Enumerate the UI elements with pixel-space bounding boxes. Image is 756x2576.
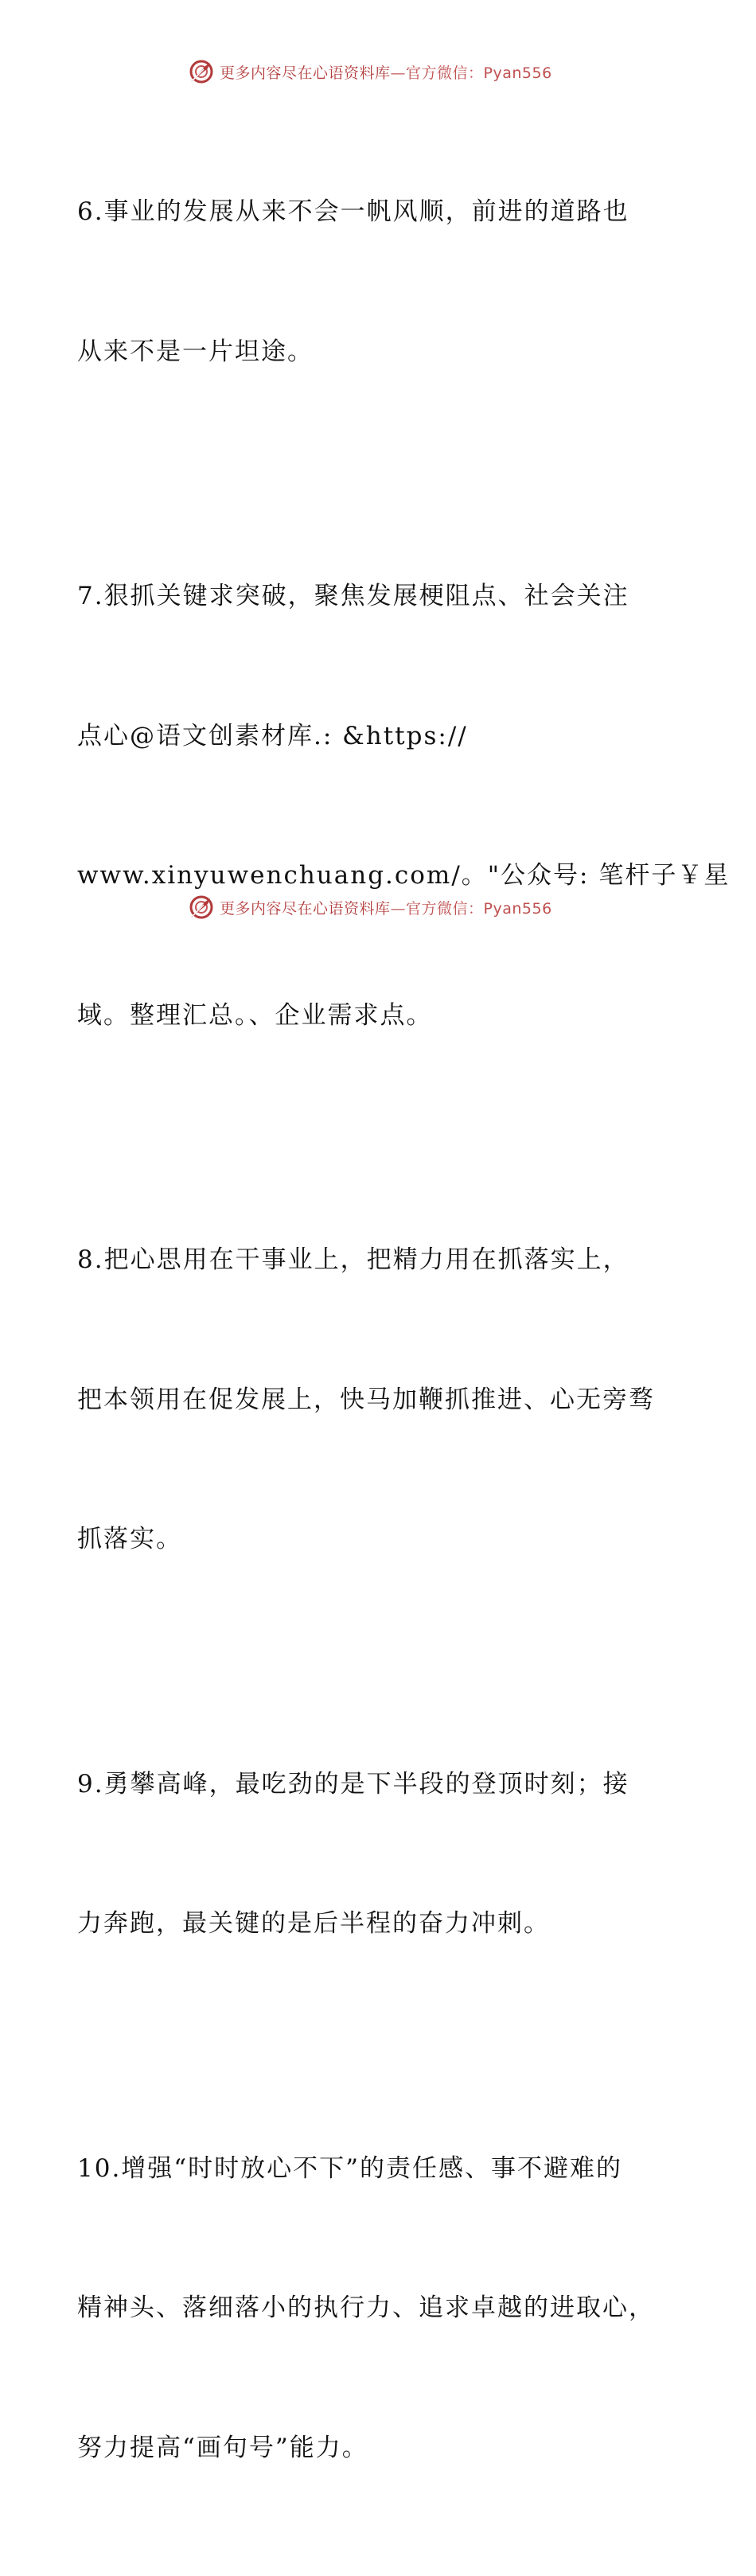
paragraph-line: 10.增强“时时放心不下”的责任感、事不避难的 [77, 2153, 622, 2183]
paragraph-7 [77, 480, 731, 1132]
paragraph-line: 域。整理汇总。、企业需求点。 [77, 1000, 433, 1030]
footer-watermark [188, 893, 602, 922]
paragraph-line: 点心@语文创素材库.: &https:// [77, 721, 468, 750]
paragraph-line: www.xinyuwenchuang.com/。"公众号: 笔杆子￥星 [77, 861, 731, 890]
header-watermark [188, 57, 602, 86]
paragraph-10 [77, 2052, 678, 2565]
footer-watermark-text: 更多内容尽在心语资料库—官方微信：Pyan556 [220, 899, 552, 918]
paragraph-line: 力奔跑，最关键的是后半程的奋力冲刺。 [77, 1909, 550, 1938]
header-watermark-text: 更多内容尽在心语资料库—官方微信：Pyan556 [220, 64, 552, 82]
paragraph-line: 把本领用在促发展上，快马加鞭抓推进、心无旁骛 [77, 1385, 655, 1414]
paragraph-8 [77, 1144, 678, 1656]
paragraph-6 [77, 95, 678, 468]
paragraph-line: 抓落实。 [77, 1525, 182, 1553]
paragraph-line: 从来不是一片坦途。 [77, 337, 314, 366]
paragraph-line: 7.狠抓关键求突破，聚焦发展梗阻点、社会关注 [77, 582, 629, 610]
document-body [77, 95, 731, 2576]
paragraph-line: 8.把心思用在干事业上，把精力用在抓落实上， [77, 1245, 629, 1274]
paragraph-line: 精神头、落细落小的执行力、追求卓越的进取心， [77, 2293, 655, 2322]
paragraph-line: 9.勇攀高峰，最吃劲的是下半段的登顶时刻；接 [77, 1769, 629, 1799]
feather-pen-logo-icon [188, 58, 215, 85]
paragraph-9 [77, 1668, 678, 2040]
paragraph-line: 6.事业的发展从来不会一帆风顺，前进的道路也 [77, 197, 629, 226]
feather-pen-logo-icon [188, 894, 215, 921]
paragraph-line: 努力提高“画句号”能力。 [77, 2433, 368, 2462]
